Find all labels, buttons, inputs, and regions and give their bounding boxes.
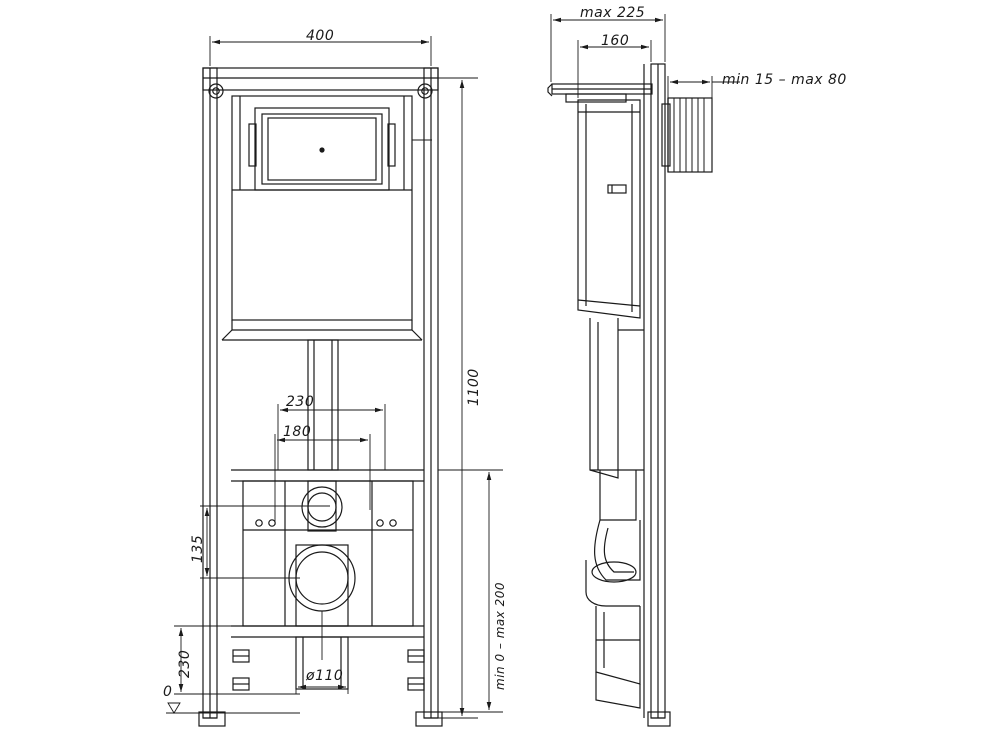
dimension-label-230-upper: 230 bbox=[286, 394, 315, 410]
front-view-geometry bbox=[199, 68, 442, 726]
side-view-geometry bbox=[548, 64, 712, 726]
dimension-lines bbox=[166, 14, 740, 718]
dimension-label-180: 180 bbox=[283, 424, 312, 440]
dimension-label-160: 160 bbox=[601, 33, 630, 49]
dimension-label-floor-range: min 0 – max 200 bbox=[493, 581, 507, 690]
dimension-label-pipe-diameter: ø110 bbox=[306, 668, 344, 684]
dimension-label-max-225: max 225 bbox=[580, 5, 646, 21]
dimension-label-width-400: 400 bbox=[306, 28, 335, 44]
dimension-label-datum-zero: 0 bbox=[163, 684, 173, 700]
dimension-label-135: 135 bbox=[190, 534, 206, 563]
dimension-label-wall-range: min 15 – max 80 bbox=[722, 72, 847, 88]
dimension-label-230-lower: 230 bbox=[177, 649, 193, 678]
dimension-label-height-1100: 1100 bbox=[466, 368, 482, 406]
